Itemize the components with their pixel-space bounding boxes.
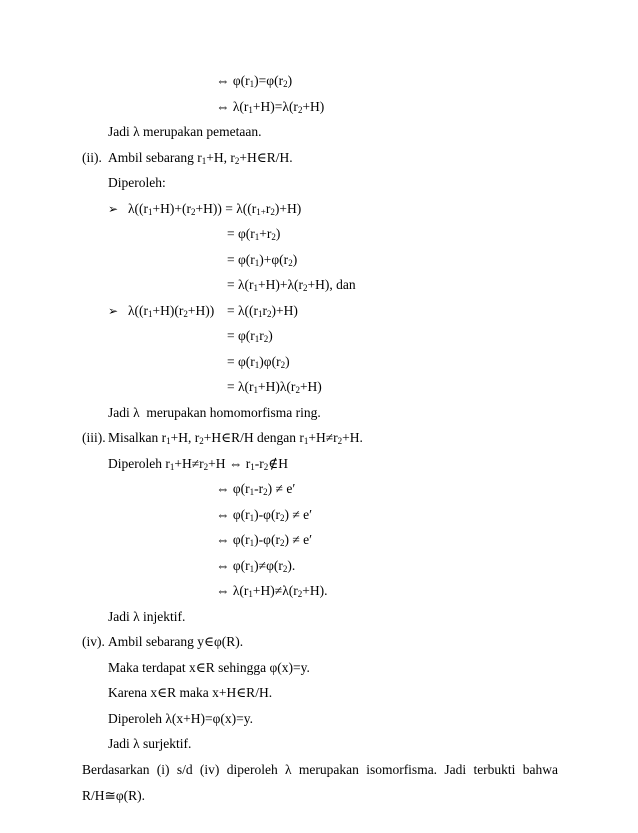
arrow-bullet-icon: ➢	[108, 304, 119, 318]
text-line: = $\lambda(r_1+H)\lambda(r_2+H)$	[227, 379, 322, 395]
text-line: R/H≅φ(R).	[82, 788, 145, 803]
text-line: ⇔ $\varphi(r_1)-\varphi(r_2) \ne e'$	[216, 507, 313, 523]
conclusion-word: λ	[285, 762, 292, 777]
text-line: ⇔ $\varphi(r_1)\ne\varphi(r_2)$.	[216, 558, 296, 574]
text-line: $\lambda((r_1+H)+(r_2+H)) = \lambda((r_{1+}r_2)+H)$	[128, 201, 302, 217]
text-line: = $\varphi(r_1+r_2)$	[227, 226, 281, 242]
text-line: Maka terdapat x∈R sehingga φ(x)=y.	[108, 660, 310, 675]
conclusion-word: isomorfisma.	[366, 762, 438, 777]
text-line: Jadi λ merupakan homomorfisma ring.	[108, 405, 321, 420]
text-line: Ambil sebarang $r_1+H$, $r_2+H\in R/H$.	[108, 150, 293, 166]
arrow-bullet-icon: ➢	[108, 202, 119, 216]
text-line: Jadi λ merupakan pemetaan.	[108, 124, 262, 139]
text-line: ⇔ $\lambda(r_1+H)\ne\lambda(r_2+H)$.	[216, 583, 328, 599]
text-line: Diperoleh λ(x+H)=φ(x)=y.	[108, 711, 254, 726]
text-line: Karena x∈R maka x+H∈R/H.	[108, 685, 273, 700]
text-line: Diperoleh:	[108, 175, 166, 190]
conclusion-word: bahwa	[522, 762, 558, 777]
text-line: ⇔ $\varphi(r_1-r_2) \ne e'$	[216, 481, 296, 497]
conclusion-line	[82, 762, 558, 778]
item-label: (ii).	[82, 150, 102, 165]
item-label: (iv).	[82, 634, 105, 649]
text-line: Diperoleh $r_1+H\ne r_2+H$ ⇔ $r_1-r_2\notin H$	[108, 456, 288, 472]
text-line: $\lambda((r_1+H)(r_2+H))$	[128, 303, 215, 319]
item-label: (iii).	[82, 430, 106, 445]
conclusion-word: (i)	[156, 762, 170, 777]
conclusion-word: s/d	[176, 762, 193, 777]
text-line: Jadi λ surjektif.	[108, 736, 192, 751]
text-line: = $\varphi(r_1)\varphi(r_2)$	[227, 354, 290, 370]
conclusion-word: diperoleh	[226, 762, 278, 777]
text-line: = $\varphi(r_1r_2)$	[227, 328, 273, 344]
text-line: ⇔ $\varphi(r_1)-\varphi(r_2) \ne e'$	[216, 532, 313, 548]
text-line: ⇔ $\varphi(r_1)=\varphi(r_2)$	[216, 73, 293, 89]
conclusion-word: merupakan	[298, 762, 359, 777]
text-line: = $\varphi(r_1)+\varphi(r_2)$	[227, 252, 298, 268]
text-line: Jadi λ injektif.	[108, 609, 186, 624]
text-line: = $\lambda((r_1r_2)+H)$	[227, 303, 298, 319]
conclusion-word: terbukti	[473, 762, 516, 777]
text-line: = $\lambda(r_1+H)+\lambda(r_2+H)$, dan	[227, 277, 356, 293]
text-line: Ambil sebarang y∈φ(R).	[108, 634, 244, 649]
text-line: Misalkan $r_1+H$, $r_2+H\in R/H$ dengan $r_1+H\ne r_2+H$.	[108, 430, 363, 446]
conclusion-word: Berdasarkan	[82, 762, 150, 777]
text-line: ⇔ $\lambda(r_1+H)=\lambda(r_2+H)$	[216, 99, 325, 115]
conclusion-word: (iv)	[199, 762, 220, 777]
conclusion-word: Jadi	[444, 762, 467, 777]
